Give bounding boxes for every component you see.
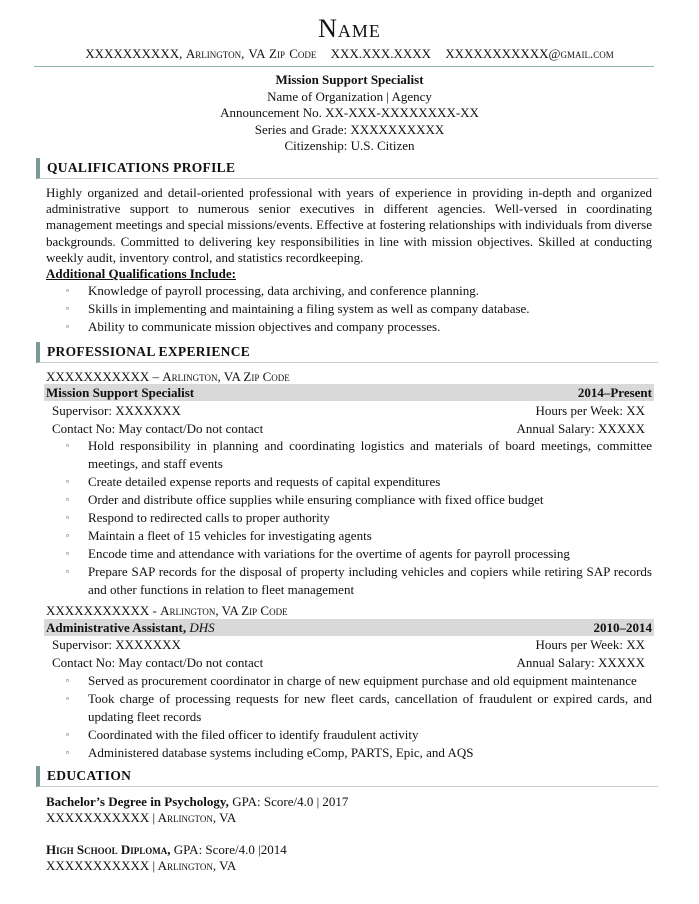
list-item: ▫ Ability to communicate mission objectives and company processes.: [66, 319, 441, 334]
supervisor: Supervisor: XXXXXXX: [52, 637, 181, 652]
qualifications-summary: Highly organized and detail-oriented professional with years of experience in providing in-depth and organized administrative support to numerous senior executives in different agencies. Well-versed in coordinating management meetings and special missions/events. Effective at fostering relationships with individuals from diverse backgrounds. Committed to delivering key responsibilities in line with mission objectives. Skilled at conducting weekly audit, inventory control, and statistics recordkeeping.: [46, 185, 652, 265]
list-item: ▫ Served as procurement coordinator in charge of new equipment purchase and old equipment maintenance: [66, 673, 637, 688]
series-grade: Series and Grade: XXXXXXXXXX: [254, 121, 445, 137]
education-degree: High School Diploma, GPA: Score/4.0 |2014: [46, 842, 287, 857]
hours-per-week: Hours per Week: XX: [535, 403, 645, 418]
job-title: Mission Support Specialist: [46, 385, 195, 400]
square-bullet-icon: ▫: [66, 304, 69, 313]
square-bullet-icon: ▫: [66, 549, 69, 558]
section-title: QUALIFICATIONS PROFILE: [47, 160, 236, 175]
contact-line: [0, 46, 699, 62]
education-degree: Bachelor’s Degree in Psychology, GPA: Score/4.0 | 2017: [46, 794, 349, 809]
target-position-block: [0, 72, 699, 155]
job-duties-list: [66, 672, 652, 762]
list-item: ▫ Order and distribute office supplies while ensuring compliance with fixed office budget: [66, 492, 544, 507]
list-item: ▫ Respond to redirected calls to proper authority: [66, 510, 330, 525]
additional-qualifications-heading: Additional Qualifications Include:: [46, 266, 236, 281]
square-bullet-icon: ▫: [66, 286, 69, 295]
supervisor: Supervisor: XXXXXXX: [52, 403, 181, 418]
annual-salary: Annual Salary: XXXXX: [516, 421, 645, 436]
job-title: Administrative Assistant, DHS: [46, 620, 215, 635]
square-bullet-icon: ▫: [66, 477, 69, 486]
job-dates: 2010–2014: [593, 620, 652, 635]
annual-salary: Annual Salary: XXXXX: [516, 655, 645, 670]
section-header-experience: [36, 342, 658, 363]
list-item: ▫ Hold responsibility in planning and coordinating logistics and materials of board meetings, committee meetings, and staff events: [66, 438, 652, 471]
square-bullet-icon: ▫: [66, 513, 69, 522]
employer-line: XXXXXXXXXXX - Arlington, VA Zip Code: [46, 603, 288, 618]
citizenship: Citizenship: U.S. Citizen: [284, 138, 415, 154]
list-item: ▫ Took charge of processing requests for new fleet cards, cancellation of fraudulent or expired cards, and updating fleet records: [66, 691, 652, 724]
job-title-bar: [44, 384, 654, 401]
list-item: ▫ Prepare SAP records for the disposal of property including vehicles and copiers while retiring SAP records and other functions in relation to fleet management: [66, 564, 652, 597]
education-school: XXXXXXXXXXX | Arlington, VA: [46, 858, 237, 873]
job-dates: 2014–Present: [577, 385, 652, 400]
candidate-name: Name: [318, 14, 381, 43]
list-item: ▫ Administered database systems including eComp, PARTS, Epic, and AQS: [66, 745, 474, 760]
square-bullet-icon: ▫: [66, 567, 69, 576]
employer-line: XXXXXXXXXXX – Arlington, VA Zip Code: [46, 369, 290, 384]
phone: XXX.XXX.XXXX: [330, 46, 432, 61]
contact-permission: Contact No: May contact/Do not contact: [52, 655, 264, 670]
section-title: PROFESSIONAL EXPERIENCE: [47, 344, 251, 359]
square-bullet-icon: ▫: [66, 441, 69, 450]
email[interactable]: XXXXXXXXXXX@gmail.com: [445, 46, 614, 61]
square-bullet-icon: ▫: [66, 322, 69, 331]
target-title: Mission Support Specialist: [275, 72, 424, 87]
job-title-bar: [44, 619, 654, 636]
square-bullet-icon: ▫: [66, 730, 69, 739]
list-item: ▫ Maintain a fleet of 15 vehicles for investigating agents: [66, 528, 372, 543]
list-item: ▫ Skills in implementing and maintaining a filing system as well as company database.: [66, 301, 530, 316]
announcement-number: Announcement No. XX-XXX-XXXXXXXX-XX: [220, 105, 479, 121]
section-header-education: [36, 766, 658, 787]
target-organization: Name of Organization | Agency: [267, 88, 432, 104]
address: XXXXXXXXXX, Arlington, VA Zip Code: [85, 46, 317, 61]
list-item: ▫ Coordinated with the filed officer to identify fraudulent activity: [66, 727, 419, 742]
header-divider: [34, 66, 654, 67]
job-duties-list: [66, 437, 652, 599]
section-title: EDUCATION: [47, 768, 132, 783]
list-item: ▫ Create detailed expense reports and requests of capital expenditures: [66, 474, 441, 489]
hours-per-week: Hours per Week: XX: [535, 637, 645, 652]
contact-permission: Contact No: May contact/Do not contact: [52, 421, 264, 436]
square-bullet-icon: ▫: [66, 676, 69, 685]
square-bullet-icon: ▫: [66, 495, 69, 504]
additional-qualifications-list: [66, 282, 652, 336]
education-school: XXXXXXXXXXX | Arlington, VA: [46, 810, 237, 825]
square-bullet-icon: ▫: [66, 748, 69, 757]
section-header-qualifications: [36, 158, 658, 179]
list-item: ▫ Knowledge of payroll processing, data archiving, and conference planning.: [66, 283, 479, 298]
square-bullet-icon: ▫: [66, 531, 69, 540]
square-bullet-icon: ▫: [66, 694, 69, 703]
list-item: ▫ Encode time and attendance with variations for the overtime of agents for payroll processing: [66, 546, 570, 561]
